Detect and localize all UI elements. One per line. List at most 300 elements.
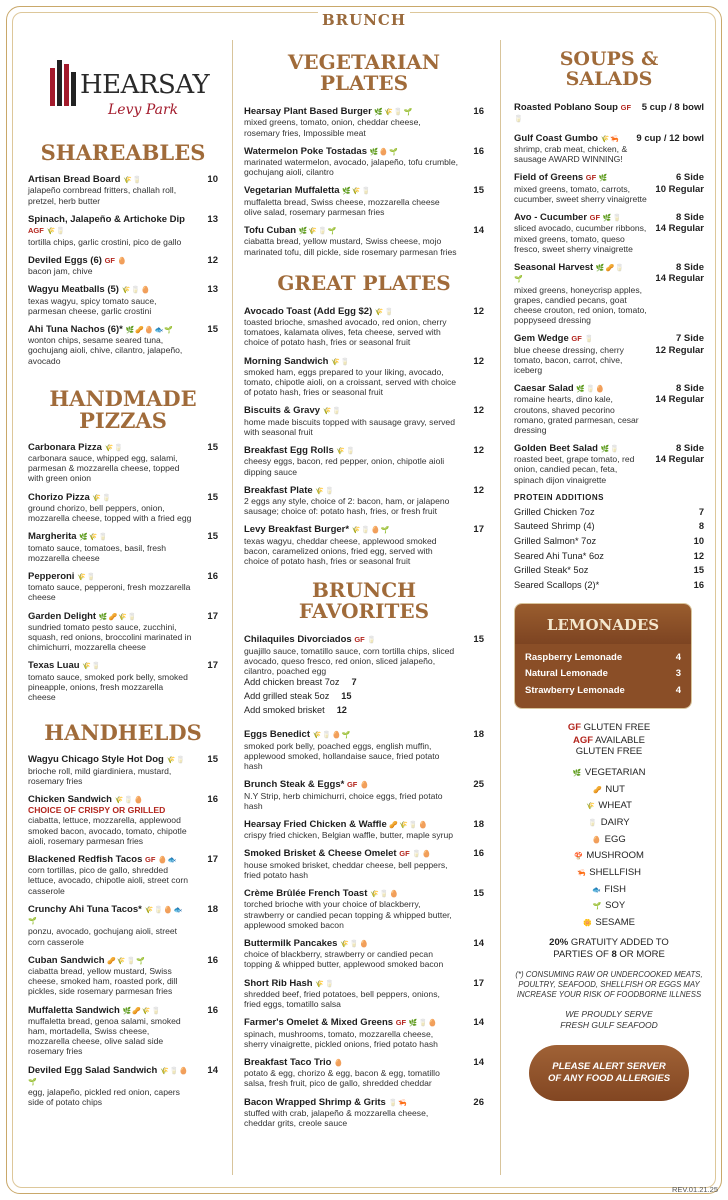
item-price: 18 <box>473 818 484 830</box>
allergen-icons: 🌾🥛 <box>315 487 335 495</box>
item-name-text: Margherita <box>28 531 77 543</box>
great-plates-list <box>244 306 484 566</box>
item-name-text: Deviled Egg Salad Sandwich <box>28 1064 158 1076</box>
legend-item <box>514 865 704 882</box>
left-column <box>28 40 218 1116</box>
item-description: egg, jalapeño, pickled red onion, capers side of potato chips <box>28 1087 180 1108</box>
great-plates-heading: GREAT PLATES <box>277 270 451 295</box>
allergen-icons: 🥚🐟 <box>158 856 178 864</box>
addon-label: Add grilled steak 5oz <box>244 690 330 701</box>
item-name <box>244 106 484 117</box>
item-price: 15 <box>473 888 484 900</box>
legend-label: EGG <box>604 833 626 845</box>
legend-item <box>514 782 704 799</box>
legend-item <box>514 832 704 849</box>
item-name-text: Crunchy Ahi Tuna Tacos* <box>28 903 142 915</box>
soups-heading-line1: SOUPS & <box>559 48 659 70</box>
item-price: 16 <box>207 1004 218 1016</box>
legend-item <box>514 915 704 932</box>
allergen-icons: 🌾🥛 <box>77 573 97 581</box>
lemonade-price: 3 <box>675 668 681 680</box>
item-price: 15 <box>473 185 484 197</box>
protein-row <box>514 505 704 520</box>
allergen-icons: 🥜🌾🥛🥚 <box>389 821 429 829</box>
item-name-text: Deviled Eggs (6) <box>28 254 102 266</box>
item-price: 16 <box>207 954 218 966</box>
item-description: muffaletta bread, genoa salami, smoked ham, mortadella, Swiss cheese, mozzarella cheese, olive salad side rosemary fries <box>28 1015 181 1057</box>
item-name <box>28 284 218 295</box>
allergen-icons: 🌾🥛 <box>166 757 186 765</box>
pizzas-heading-line1: HANDMADE <box>49 385 197 411</box>
allergen-icons: 🌿🌾🥛 <box>342 188 372 196</box>
protein-row <box>514 578 704 593</box>
item-name-text: Gem Wedge <box>514 333 569 345</box>
menu-item <box>28 854 218 896</box>
item-name <box>28 854 218 865</box>
seafood-line1: WE PROUDLY SERVE <box>565 1009 653 1020</box>
item-price: 12 <box>207 254 218 266</box>
hearsay-logo <box>50 60 218 130</box>
gluten-free-badge: GF <box>571 334 582 344</box>
addon-price: 15 <box>341 690 352 701</box>
item-name <box>28 324 218 335</box>
gratuity-count: 8 <box>611 948 617 960</box>
item-name <box>244 1097 484 1108</box>
item-name <box>28 531 218 542</box>
protein-list <box>514 505 704 593</box>
item-description: mixed greens, honeycrisp apples, grapes, candied pecans, goat cheese crouton, red onion, tomato, poppyseed dressing <box>514 284 647 326</box>
item-name <box>28 660 218 671</box>
protein-label: Grilled Salmon* 7oz <box>514 536 597 547</box>
menu-item <box>244 938 484 970</box>
gluten-free-badge: GF <box>104 255 115 265</box>
item-description: N.Y Strip, herb chimichurri, choice eggs, fried potato hash <box>244 790 443 811</box>
item-name <box>28 754 218 765</box>
favorites-heading: BRUNCH FAVORITES <box>298 578 430 624</box>
allergen-icons: 🥜🌾🥛🌱 <box>107 957 147 965</box>
item-description: sundried tomato pesto sauce, zucchini, squash, red onions, broccolini marinated in chimichurri, mozzarella cheese <box>28 621 192 653</box>
item-price: 8 Side 14 Regular <box>655 261 704 285</box>
legend-gf-key: GF <box>567 721 582 733</box>
vegetarian-heading: VEGETARIAN PLATES <box>287 50 441 95</box>
menu-item <box>244 1097 484 1129</box>
item-name-text: Short Rib Hash <box>244 977 313 989</box>
item-name <box>28 904 218 927</box>
addon-price: 12 <box>336 704 347 715</box>
allergen-icons: 🌾🥛🥚🌱 <box>28 1067 190 1086</box>
item-name <box>244 445 484 456</box>
item-name <box>28 492 218 503</box>
menu-item <box>514 172 704 204</box>
allergen-icons: 🌾🥛 <box>331 358 351 366</box>
allergen-icons: 🌾🥛 <box>123 177 143 185</box>
item-price: 17 <box>207 853 218 865</box>
legend-label: SHELLFISH <box>589 866 642 878</box>
allergen-icons: 🌿🥜🌾🥛 <box>122 1007 162 1015</box>
item-description: cheesy eggs, bacon, red pepper, onion, chipotle aioli dipping sauce <box>244 456 445 477</box>
legend-label: VEGETARIAN <box>584 767 646 779</box>
legend-icon: 🐟 <box>592 886 602 894</box>
item-name-text: Brunch Steak & Eggs* <box>244 779 345 791</box>
menu-item <box>244 445 484 477</box>
item-description: jalapeño cornbread fritters, challah roll, pretzel, herb butter <box>28 185 177 206</box>
item-price: 16 <box>473 848 484 860</box>
item-price: 12 <box>473 444 484 456</box>
menu-item <box>244 1017 484 1049</box>
item-description: carbonara sauce, whipped egg, salami, parmesan & mozzarella cheese, topped with green onion <box>28 453 180 484</box>
menu-item <box>244 106 484 138</box>
shareables-heading: SHAREABLES <box>40 140 206 165</box>
legend-label: SESAME <box>595 916 635 928</box>
pizzas-heading <box>28 385 218 433</box>
lemonade-row <box>525 666 681 683</box>
menu-item <box>244 225 484 257</box>
item-name <box>244 356 484 367</box>
allergen-icons: 🌿🌾🥛🌱 <box>298 228 338 236</box>
item-price: 15 <box>473 634 484 646</box>
allergen-icons: 🌾🥛 <box>322 408 343 416</box>
item-price: 10 <box>207 174 218 186</box>
item-price: 15 <box>207 754 218 766</box>
allergen-icons: 🌾🥛 <box>315 980 335 988</box>
lemonades-heading: LEMONADES <box>515 604 691 644</box>
item-price: 13 <box>207 213 218 225</box>
legend-gf-label: GLUTEN FREE <box>583 721 651 733</box>
allergen-icons: 🌿🥛🥚 <box>408 1020 438 1028</box>
item-name <box>28 571 218 582</box>
item-name <box>244 729 484 740</box>
item-description: mixed greens, tomato, carrots, cucumber, sweet sherry vinaigrette <box>514 183 647 204</box>
protein-row <box>514 563 704 578</box>
item-price: 25 <box>473 779 484 791</box>
legend-label: WHEAT <box>598 800 632 812</box>
item-name <box>244 185 484 196</box>
gratuity-percent: 20% <box>549 937 569 949</box>
item-name-text: Farmer's Omelet & Mixed Greens <box>244 1017 394 1029</box>
gluten-free-badge: AGF <box>28 226 44 236</box>
gluten-free-badge: GF <box>585 173 597 183</box>
favorites-list <box>244 634 484 1128</box>
item-name <box>244 306 484 317</box>
item-description: guajillo sauce, tomatillo sauce, corn tortilla chips, sliced avocado, queso fresco, red onion, sliced jalapeño, cilantro, poached egg <box>244 645 455 676</box>
item-description: spinach, mushrooms, tomato, mozzarella cheese, sherry vinaigrette, pickled onions, fried potato hash <box>244 1028 438 1049</box>
menu-item <box>28 611 218 653</box>
protein-row <box>514 549 704 564</box>
legend-agf <box>514 736 704 757</box>
allergen-icons: 🌾🥛🥚🌱 <box>312 732 352 740</box>
menu-item <box>244 819 484 841</box>
item-name-text: Hearsay Fried Chicken & Waffle <box>244 818 387 830</box>
column-divider <box>232 40 233 1175</box>
menu-item <box>244 779 484 811</box>
menu-item <box>244 729 484 771</box>
middle-column <box>244 40 484 1136</box>
item-price: 17 <box>473 524 484 536</box>
item-name-text: Levy Breakfast Burger* <box>244 524 350 536</box>
item-name <box>244 146 484 157</box>
item-name-text: Roasted Poblano Soup <box>514 101 618 113</box>
item-name-text: Smoked Brisket & Cheese Omelet <box>244 848 397 860</box>
item-name <box>28 955 218 966</box>
item-description: smoked pork belly, poached eggs, english muffin, applewood smoked, hollandaise sauce, fried potato hash <box>244 740 440 772</box>
item-price: 12 <box>473 405 484 417</box>
menu-item <box>28 324 218 366</box>
item-price: 18 <box>473 729 484 741</box>
item-price: 15 <box>207 323 218 335</box>
menu-item <box>28 442 218 484</box>
item-name-text: Cuban Sandwich <box>28 954 105 966</box>
allergen-icons: 🥛🦐 <box>388 1099 408 1107</box>
item-description: shredded beef, fried potatoes, bell peppers, onions, fried eggs, tomatillo salsa <box>244 988 440 1010</box>
item-name-text: Gulf Coast Gumbo <box>514 132 598 144</box>
item-description: tomato sauce, tomatoes, basil, fresh mozzarella cheese <box>28 542 167 563</box>
allergen-icons: 🌾🥛 <box>92 494 112 502</box>
item-price: 14 <box>473 1017 484 1029</box>
item-name <box>28 442 218 453</box>
item-description: stuffed with crab, jalapeño & mozzarella cheese, cheddar grits, creole sauce <box>244 1107 429 1129</box>
menu-item <box>514 383 704 435</box>
gluten-free-badge: GF <box>395 1018 407 1028</box>
legend-icon: 🥚 <box>592 836 602 844</box>
protein-price: 12 <box>693 550 704 561</box>
item-price: 6 Side 10 Regular <box>655 172 704 195</box>
item-name <box>244 524 484 535</box>
item-name-text: Chicken Sandwich <box>28 793 112 805</box>
item-description: brioche roll, mild giardiniera, mustard, rosemary fries <box>28 765 172 786</box>
item-description: texas wagyu, cheddar cheese, applewood smoked bacon, caramelized onions, fried egg, served with choice of potato hash, fries or seasonal fruit <box>244 535 437 566</box>
allergen-legend <box>514 719 704 932</box>
item-description: blue cheese dressing, cherry tomato, bacon, carrot, chive, iceberg <box>514 344 624 375</box>
item-price: 26 <box>473 1096 484 1108</box>
allergen-icons: 🌿🌾🥛 <box>79 534 109 542</box>
item-name <box>28 1005 218 1016</box>
item-name-text: Eggs Benedict <box>244 729 310 741</box>
item-name-text: Biscuits & Gravy <box>244 405 321 417</box>
allergen-icons: 🌿🥛 <box>600 445 621 453</box>
item-price: 14 <box>473 1056 484 1068</box>
item-price: 7 Side 12 Regular <box>655 333 704 356</box>
item-name <box>28 611 218 622</box>
item-price: 16 <box>473 106 484 117</box>
menu-item <box>244 356 484 398</box>
legend-gf <box>514 719 704 737</box>
allergen-icons: 🥛 <box>584 336 595 344</box>
item-description: muffaletta bread, Swiss cheese, mozzarella cheese olive salad, rosemary parmesan fries <box>244 196 440 217</box>
item-price: 5 cup / 8 bowl <box>641 101 704 113</box>
gluten-free-badge: GF <box>589 213 601 222</box>
menu-item <box>244 524 484 566</box>
legend-icon: 🥛 <box>588 820 599 828</box>
item-description: texas wagyu, spicy tomato sauce, parmesan cheese, garlic crostini <box>28 295 157 316</box>
soups-heading <box>514 50 704 90</box>
allergen-icons: 🌾🥛🥚 <box>114 796 144 804</box>
item-price: 15 <box>207 491 218 503</box>
gratuity-note <box>514 937 704 960</box>
item-description: tomato sauce, pepperoni, fresh mozzarella cheese <box>28 582 191 603</box>
menu-item <box>28 571 218 603</box>
item-price: 18 <box>207 903 218 915</box>
item-name <box>244 405 484 416</box>
legend-item <box>514 898 704 915</box>
legend-agf-label2: GLUTEN FREE <box>575 745 643 757</box>
menu-item <box>244 146 484 178</box>
item-price: 9 cup / 12 bowl <box>636 132 704 144</box>
item-price: 16 <box>473 145 484 157</box>
legend-icon: 🍄 <box>574 853 584 861</box>
lemonades-box <box>514 603 692 709</box>
legend-icon: 🌾 <box>586 803 596 811</box>
allergen-icons: 🌿🥜🌾🥛 <box>98 613 138 621</box>
item-name <box>244 779 484 790</box>
item-price: 8 Side 14 Regular <box>655 212 704 235</box>
menu-item <box>244 888 484 930</box>
menu-item <box>28 794 218 846</box>
item-price: 8 Side 14 Regular <box>655 382 704 406</box>
item-name-text: Ahi Tuna Nachos (6)* <box>28 323 123 335</box>
gratuity-text: GRATUITY ADDED TO <box>570 937 669 949</box>
item-name-text: Wagyu Chicago Style Hot Dog <box>28 754 164 766</box>
item-name <box>28 174 218 185</box>
item-description: 2 eggs any style, choice of 2: bacon, ham, or jalapeno sausage; choice of: potato hash, fries, or fresh fruit <box>244 496 450 517</box>
item-description: romaine hearts, dino kale, croutons, shaved pecorino romano, grated parmesan, cesar dressing <box>514 394 639 435</box>
allergen-icons: 🥚 <box>117 257 128 265</box>
allergen-icons: 🥛🥚 <box>412 851 432 859</box>
lemonade-row <box>525 650 681 667</box>
item-price: 15 <box>207 441 218 453</box>
item-name-text: Texas Luau <box>28 660 80 672</box>
menu-item <box>28 531 218 563</box>
item-description: mixed greens, tomato, onion, cheddar cheese, rosemary fries, Impossible meat <box>244 117 421 138</box>
allergen-icons: 🌾🥛 <box>374 308 395 316</box>
legend-item <box>514 798 704 815</box>
legend-label: FISH <box>604 883 626 895</box>
item-description: bacon jam, chive <box>28 266 93 277</box>
legend-icon: 🌿 <box>572 770 583 778</box>
item-description: wonton chips, sesame seared tuna, gochujang aioli, chive, cilantro, jalapeño, avocado <box>28 335 183 366</box>
menu-item <box>28 174 218 206</box>
legend-icon: 🦐 <box>576 869 587 877</box>
item-name <box>244 1017 484 1028</box>
protein-label: Grilled Chicken 7oz <box>514 506 595 517</box>
item-price: 17 <box>207 610 218 622</box>
item-name <box>244 1057 484 1068</box>
item-name-text: Breakfast Egg Rolls <box>244 444 334 456</box>
item-description: torched brioche with your choice of blackberry, strawberry or candied pecan topping & whipped butter, applewood smoked bacon <box>244 899 452 930</box>
item-price: 15 <box>207 531 218 543</box>
seafood-line2: FRESH GULF SEAFOOD <box>560 1020 658 1031</box>
item-description: ciabatta, lettuce, mozzarella, applewood smoked bacon, avocado, tomato, chipotle aioli, rosemary parmesan fries <box>28 815 187 846</box>
addon-price: 7 <box>351 676 357 687</box>
menu-item <box>244 306 484 348</box>
menu-item <box>28 660 218 702</box>
revision-label: REV.01.21.25 <box>671 1185 718 1194</box>
handhelds-heading: HANDHELDS <box>44 720 202 746</box>
addon-label: Add chicken breast 7oz <box>244 676 340 687</box>
allergen-icons: 🌾🥛🥚 <box>370 891 400 899</box>
protein-label: Sauteed Shrimp (4) <box>514 521 595 532</box>
menu-item <box>28 214 218 247</box>
item-description: ponzu, avocado, gochujang aioli, street corn casserole <box>28 926 178 947</box>
item-name-text: Wagyu Meatballs (5) <box>28 284 119 296</box>
menu-item <box>244 405 484 437</box>
protein-price: 15 <box>693 565 704 576</box>
item-price: 16 <box>207 570 218 582</box>
item-name <box>244 485 484 496</box>
lemonades-list <box>515 644 691 708</box>
item-description: tortilla chips, garlic crostini, pico de gallo <box>28 236 182 247</box>
legend-agf-key: AGF <box>572 735 594 747</box>
item-description: marinated watermelon, avocado, jalapeño, tofu crumble, gochujang aioli, cilantro <box>244 157 459 178</box>
item-description: corn tortillas, pico de gallo, shredded lettuce, avocado, chipotle aioli, street corn casserole <box>28 865 189 896</box>
legend-label: MUSHROOM <box>586 850 644 862</box>
item-name <box>28 1065 218 1088</box>
allergen-icons: 🌿 <box>598 175 609 183</box>
menu-item <box>28 284 218 316</box>
lemonade-price: 4 <box>675 651 681 663</box>
handhelds-list <box>28 754 218 1107</box>
item-name <box>244 819 484 830</box>
vegetarian-list <box>244 106 484 257</box>
gluten-free-badge: GF <box>145 854 156 864</box>
item-name <box>28 255 218 266</box>
allergen-icons: 🌿🥜🥚🐟🌱 <box>125 326 175 334</box>
soups-list <box>514 102 704 485</box>
logo-name: HEARSAY <box>80 70 210 100</box>
menu-item <box>244 978 484 1010</box>
legend-item <box>514 815 704 832</box>
allergen-icons: 🥚 <box>360 782 370 790</box>
allergen-icons: 🌿🥚🌱 <box>369 148 399 156</box>
menu-item <box>28 1065 218 1108</box>
item-name <box>244 225 484 236</box>
item-name-text: Field of Greens <box>514 172 584 184</box>
item-price: 12 <box>473 484 484 496</box>
protein-row <box>514 534 704 549</box>
item-name <box>244 978 484 989</box>
allergen-icons: 🌾🥛 <box>46 228 66 236</box>
gratuity-parties: PARTIES OF <box>553 948 609 960</box>
gratuity-more: OR MORE <box>619 948 665 960</box>
item-description: ground chorizo, bell peppers, onion, mozzarella cheese, topped with a fried egg <box>28 502 192 524</box>
item-description: toasted brioche, smashed avocado, red onion, cherry tomatoes, kalamata olives, feta cheese, served with choice of potato hash, fries or seasonal fruit <box>244 317 447 348</box>
addon-row <box>244 704 484 718</box>
menu-item <box>244 848 484 880</box>
menu-item <box>28 492 218 524</box>
menu-item <box>28 904 218 947</box>
gluten-free-badge: GF <box>399 849 410 859</box>
legend-icon: 🌼 <box>583 919 593 927</box>
allergen-icons: 🌾🦐 <box>600 135 620 143</box>
legend-item <box>514 848 704 865</box>
item-name <box>244 888 484 899</box>
item-name-text: Golden Beet Salad <box>514 442 598 454</box>
allergen-icons: 🌾🥛 <box>82 663 102 671</box>
menu-title: BRUNCH <box>318 8 410 32</box>
menu-item <box>514 262 704 325</box>
item-name <box>244 848 484 859</box>
pizzas-list <box>28 442 218 702</box>
menu-item <box>28 955 218 997</box>
menu-item <box>28 754 218 786</box>
item-name-text: Crème Brûlée French Toast <box>244 888 368 900</box>
gluten-free-badge: GF <box>620 102 632 112</box>
item-price: 16 <box>207 793 218 805</box>
item-description: tomato sauce, smoked pork belly, smoked pineapple, onions, fresh mozzarella cheese <box>28 671 188 703</box>
legend-label: DAIRY <box>600 817 630 829</box>
logo-subtitle: Levy Park <box>108 102 179 118</box>
item-description: crispy fried chicken, Belgian waffle, butter, maple syrup <box>244 830 454 841</box>
protein-row <box>514 519 704 534</box>
